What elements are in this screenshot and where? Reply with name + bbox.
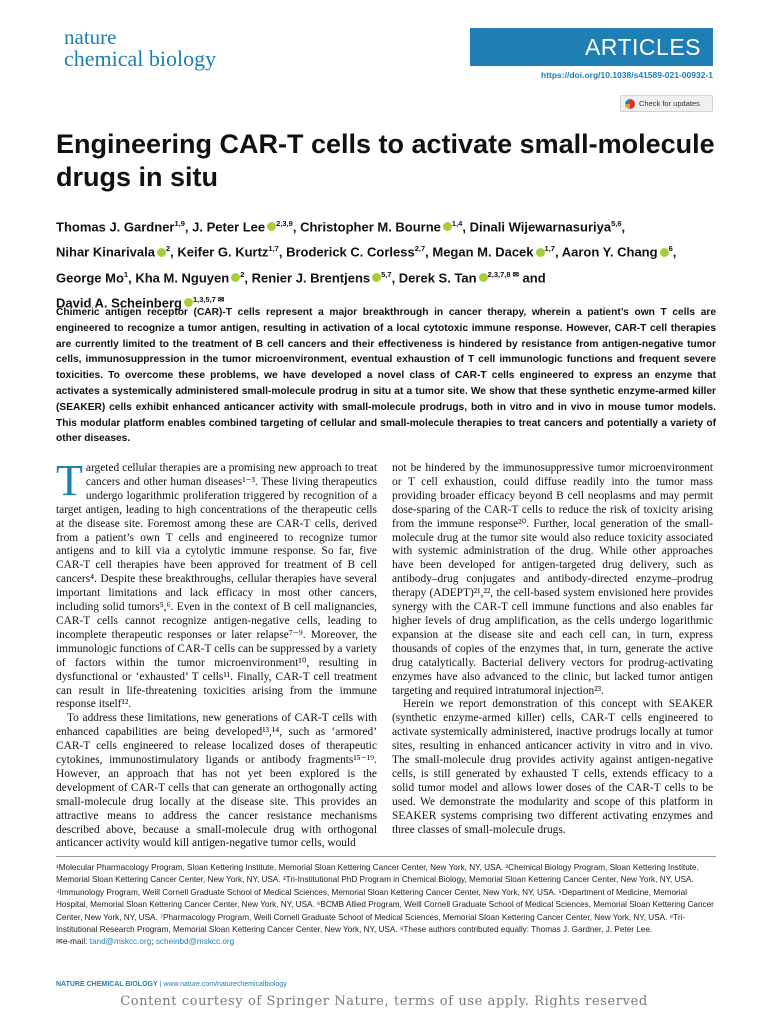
author-name[interactable]: J. Peter Lee [192,219,266,235]
body-column-left [56,456,377,851]
author-name[interactable]: Thomas J. Gardner [56,219,175,235]
paragraph [56,456,377,712]
author-name[interactable]: Broderick C. Corless [286,244,415,260]
author-name[interactable]: Keifer G. Kurtz [177,244,269,260]
author-name[interactable]: George Mo [56,269,124,285]
affiliations [56,862,716,949]
check-updates-label: Check for updates [639,99,700,108]
affiliations-text: ¹Molecular Pharmacology Program, Sloan Kettering Institute, Memorial Sloan Kettering Cancer Center, New York, NY, USA. ²Chemical Biology Program, Sloan Kettering Institute, Memorial Sloan Kettering Cancer Center, New York, NY, USA. ³Tri-Institutional PhD Program in Chemical Biology, Memorial Sloan Kettering Cancer Center, New York, NY, USA. ⁴Immunology Program, Weill Cornell Graduate School of Medical Sciences, Memorial Sloan Kettering Cancer Center, New York, NY, USA. ⁵Department of Medicine, Memorial Hospital, Memorial Sloan Kettering Cancer Center, New York, NY, USA. ⁶BCMB Allied Program, Weill Cornell Graduate School of Medical Sciences, Memorial Sloan Kettering Cancer Center, New York, NY, USA. ⁷Pharmacology Program, Weill Cornell Graduate School of Medical Sciences, Memorial Sloan Kettering Cancer Center, New York, NY, USA. ⁸Tri-Institutional Research Program, Memorial Sloan Kettering Cancer Center, New York, NY, USA. ⁹These authors contributed equally: Thomas J. Gardner, J. Peter Lee. [56,863,714,935]
drop-cap: T [56,456,83,505]
footer-journal: NATURE CHEMICAL BIOLOGY [56,981,158,988]
author-name[interactable]: Derek S. Tan [398,269,477,285]
courtesy-notice: Content courtesy of Springer Nature, terms of use apply. Rights reserved [120,994,648,1009]
author-name[interactable]: David A. Scheinberg [56,295,182,311]
author-name[interactable]: Kha M. Nguyen [135,269,230,285]
paragraph: To address these limitations, new generations of CAR-T cells with enhanced capabilities are being developed¹³,¹⁴, such as ‘armored’ CAR-T cells engineered to release localized doses of therapeutic cytokines, immunostimulatory ligands or antibody fragments¹⁵⁻¹⁹. However, an approach that has not yet been explored is the development of CAR-T cells that can generate an orthogonally acting small-molecule drug locally at the disease site. This provides an attractive means to address the cancer resistance mechanisms described above, because a small-molecule drug with orthogonal anticancer activity would kill antigen-negative tumor cells, would [56,712,377,850]
affiliation-marker: 5,6 [611,219,622,228]
footer-separator: | [157,981,164,988]
journal-name-line2: chemical biology [64,46,217,71]
affiliation-marker: 2 [166,244,171,254]
affiliation-marker: 5,7 [381,269,392,279]
author-name[interactable]: Megan M. Dacek [432,244,534,260]
doi-link[interactable]: https://doi.org/10.1038/s41589-021-00932-1 [541,70,713,80]
affiliation-marker: 1,4 [451,219,463,228]
email-line [56,936,716,948]
paragraph: not be hindered by the immunosuppressive tumor microenvironment or T cell exhaustion, could diffuse readily into the tumor mass providing broader efficacy beyond B cell neoplasms and may permit dose-sparing of the CAR-T cells to reduce the risk of toxicity arising from the immune response²⁰. Further, local generation of the small-molecule drug at the tumor site would also reduce toxicity associated with systemic administration of the drug. While other approaches have been developed for antigen-targeted drug delivery, such as antibody–drug conjugates and antibody-directed enzyme–prodrug therapy (ADEPT)²¹,²², the cell-based system envisioned here provides synergy with the CAR-T cell immune functions and also enables far higher levels of drug amplification, as the cells undergo logarithmic expansion at the disease site and each cell can, in turn, express thousands of copies of the enzymes that, in turn, generate the active drug catalytically. Bacterial delivery vectors for prodrug-activating enzymes have also advanced to the clinic, but lacked tumor antigen targeting and required intratumoral injection²³. [392,462,713,697]
affiliation-marker: 2,7 [414,244,426,254]
paragraph-text: argeted cellular therapies are a promising new approach to treat cancers and other human diseases¹⁻³. These living therapeutics undergo logarithmic proliferation triggered by recognition of a target antigen, leading to high concentrations of the therapeutic cells at the disease site. Foremost among these are CAR-T cells, derived from a patient’s own T cells and engineered to recognize tumor antigens and to kill via a cytolytic immune response. So far, five CAR-T cell therapies have been approved for treatment of B cell cancers⁴. Despite these breakthroughs, cellular therapies have several important limitations and lack efficacy in most other cancers, including solid tumors⁵,⁶. Even in the context of B cell malignancies, CAR-T cells cannot recognize antigen-negative cells, leading to incomplete therapeutic responses or later relapse⁷⁻⁹. Moreover, the immunologic functions of CAR-T cells can be suppressed by a variety of factors within the tumor microenvironment¹⁰, resulting in dysfunctional or ‘exhausted’ T cells¹¹. Finally, CAR-T cell treatment can result in life-threatening toxicities arising from the immune response itself¹². [56,462,377,711]
affiliation-marker: 2,3,7,8 ✉ [487,269,519,279]
paragraph: Herein we report demonstration of this concept with SEAKER (synthetic enzyme-armed killer) cells, CAR-T cells engineered to activate systemically administered, inactive prodrugs locally at tumor sites, resulting in enhanced anticancer activity in vitro and in vivo. The small-molecule drug provides activity against antigen-negative cells, is still generated by exhausted T cells, extends efficacy to a solid tumor model and allows lower doses of the CAR-T cells to be used. We demonstrate the modularity and scope of this platform in SEAKER systems comprising two different activating enzymes and three classes of small-molecule drugs. [392,698,713,836]
check-updates-button[interactable] [620,95,713,112]
footnote-divider [56,856,716,857]
journal-logo[interactable] [64,26,216,70]
body-column-right [392,462,713,837]
orcid-icon[interactable] [479,273,488,282]
email-link-tan[interactable]: tand@mskcc.org [89,937,152,947]
author-name[interactable]: Dinali Wijewarnasuriya [469,219,612,235]
orcid-icon[interactable] [267,222,276,231]
affiliation-marker: 1,7 [544,244,555,254]
abstract: Chimeric antigen receptor (CAR)-T cells represent a major breakthrough in cancer therapy, wherein a patient’s own T cells are engineered to recognize a tumor antigen, resulting in activation of a local cytotoxic immune response. However, CAR-T cell therapies are currently limited to the treatment of B cell cancers and their effectiveness is hindered by resistance from antigen-negative tumor cells, immunosuppression in the tumor microenvironment, eventual exhaustion of T cell immunologic functions and frequent severe toxicities. To overcome these problems, we have developed a novel class of CAR-T cells engineered to express an enzyme that activates a systemically administered small-molecule prodrug in situ at a tumor site. We show that these synthetic enzyme-armed killer (SEAKER) cells exhibit enhanced anticancer activity with small-molecule prodrugs, both in vitro and in vivo in mouse tumor models. This modular platform enables combined targeting of cellular and small-molecule therapies to treat cancers and potentially a variety of other diseases. [56,307,716,445]
footer-url[interactable]: www.nature.com/naturechemicalbiology [163,981,287,988]
affiliation-marker: 1,7 [268,244,279,254]
affiliation-marker: 1,3,5,7 ✉ [192,294,225,304]
author-name[interactable]: Aaron Y. Chang [561,244,658,260]
affiliation-marker: 1,9 [174,219,185,228]
orcid-icon[interactable] [443,222,452,231]
author-name[interactable]: Christopher M. Bourne [300,219,441,235]
crossmark-icon [625,99,635,109]
email-separator: ; [151,937,156,947]
article-title: Engineering CAR-T cells to activate small-molecule drugs in situ [56,129,715,192]
orcid-icon[interactable] [231,273,240,282]
affiliation-marker: 2 [240,269,245,279]
section-banner [470,28,713,66]
orcid-icon[interactable] [157,248,166,257]
orcid-icon[interactable] [372,273,381,282]
author-name[interactable]: Nihar Kinarivala [56,244,155,260]
orcid-icon[interactable] [536,248,545,257]
orcid-icon[interactable] [660,248,669,257]
page-footer [56,981,287,988]
section-label: ARTICLES [584,34,701,60]
email-prefix: ✉e-mail: [56,937,90,947]
email-link-scheinberg[interactable]: scheinbd@mskcc.org [155,937,235,947]
author-name[interactable]: Renier J. Brentjens [251,269,371,285]
affiliation-marker: 1 [123,269,129,279]
author-list: Thomas J. Gardner$^{1,9}$, J. Peter Lee $^{2,3,9}$, Christopher M. Bourne $^{1,4}$, Dinali Wijewarnasuriya$^{5,6}$, Nihar Kinarivala $^2$, Keifer G. Kurtz$^{1,7}$, Broderick C. Corless$^{2,7}$, Megan M. Dacek $^{1,7}$, Aaron Y. Chang $^6$, George Mo$^1$, Kha M. Nguyen $^2$, Renier J. Brentjens $^{5,7}$, Derek S. Tan $^{2,3,7,8 ✉}$ and David A. Scheinberg $^{1,3,5,7 ✉}$ [56,219,677,311]
affiliation-marker: 6 [668,244,673,254]
journal-name-line1: nature [64,25,117,49]
affiliation-marker: 2,3,9 [276,219,293,228]
